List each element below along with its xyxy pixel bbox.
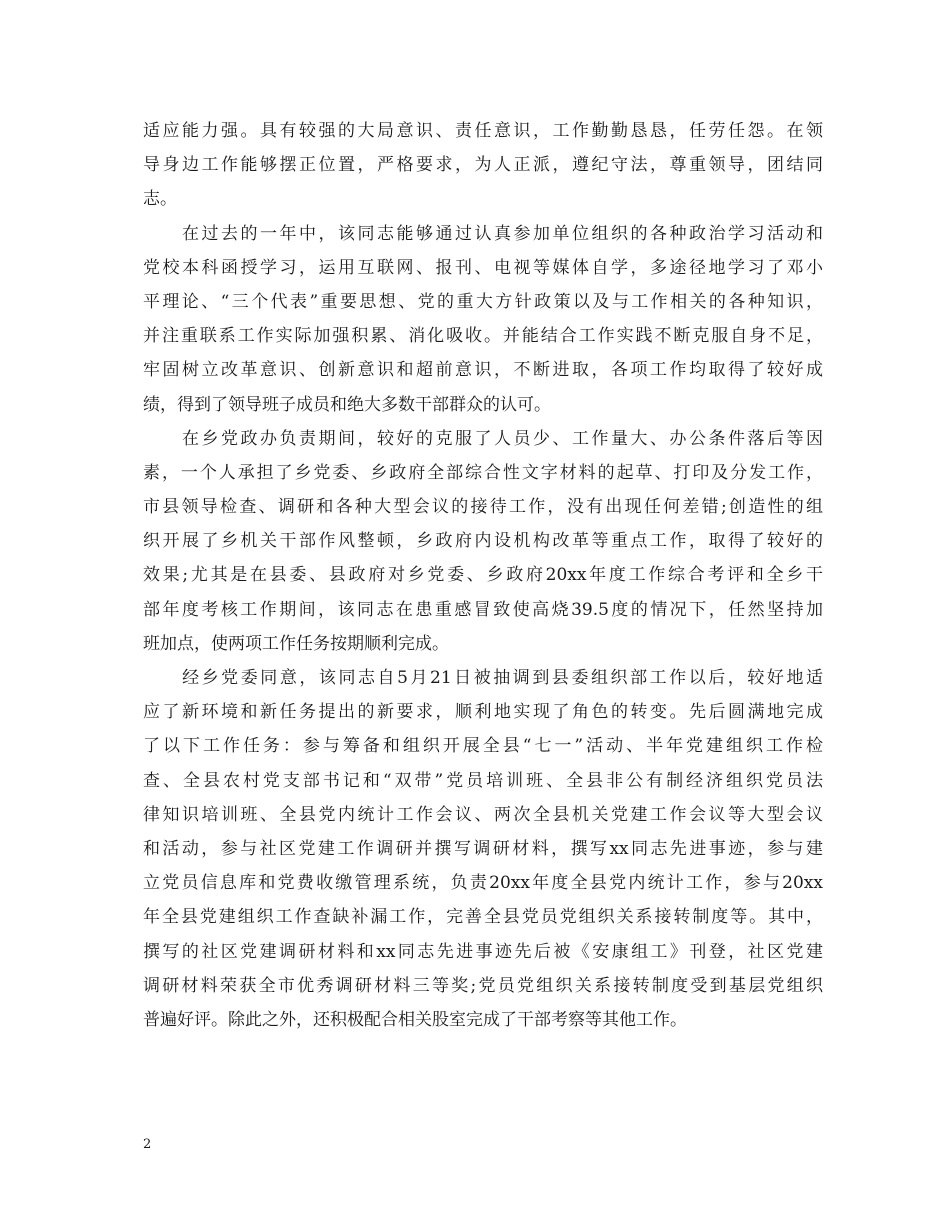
text-line: 并注重联系工作实际加强积累、消化吸收。并能结合工作实践不断克服自身不足， bbox=[143, 326, 823, 347]
page-number: 2 bbox=[143, 1137, 152, 1152]
text-line: 平理论、“三个代表”重要思想、党的重大方针政策以及与工作相关的各种知识， bbox=[143, 291, 823, 312]
text-line: 查、全县农村党支部书记和“双带”党员培训班、全县非公有制经济组织党员法 bbox=[143, 770, 823, 791]
text-line: 经乡党委同意，该同志自5月21日被抽调到县委组织部工作以后，较好地适 bbox=[143, 668, 823, 688]
text-line: 部年度考核工作期间，该同志在患重感冒致使高烧39.5度的情况下，任然坚持加 bbox=[143, 599, 823, 620]
document-body bbox=[143, 114, 823, 1037]
text-line: 应了新环境和新任务提出的新要求，顺利地实现了角色的转变。先后圆满地完成 bbox=[143, 702, 823, 723]
text-line: 调研材料荣获全市优秀调研材料三等奖;党员党组织关系接转制度受到基层党组织 bbox=[143, 975, 823, 996]
text-line: 立党员信息库和党费收缴管理系统，负责20xx年度全县党内统计工作，参与20xx bbox=[143, 873, 823, 894]
text-line: 在乡党政办负责期间，较好的克服了人员少、工作量大、办公条件落后等因 bbox=[143, 428, 823, 449]
text-line: 牢固树立改革意识、创新意识和超前意识，不断进取，各项工作均取得了较好成 bbox=[143, 360, 823, 381]
text-line: 适应能力强。具有较强的大局意识、责任意识，工作勤勤恳恳，任劳任怨。在领 bbox=[143, 121, 823, 141]
text-line: 撰写的社区党建调研材料和xx同志先进事迹先后被《安康组工》刊登，社区党建 bbox=[143, 941, 823, 962]
text-line: 在过去的一年中，该同志能够通过认真参加单位组织的各种政治学习活动和 bbox=[143, 223, 823, 244]
text-line: 律知识培训班、全县党内统计工作会议、两次全县机关党建工作会议等大型会议 bbox=[143, 804, 823, 825]
text-line: 和活动，参与社区党建工作调研并撰写调研材料，撰写xx同志先进事迹，参与建 bbox=[143, 838, 823, 859]
text-line: 效果;尤其是在县委、县政府对乡党委、乡政府20xx年度工作综合考评和全乡干 bbox=[143, 565, 823, 586]
text-line: 年全县党建组织工作查缺补漏工作，完善全县党员党组织关系接转制度等。其中， bbox=[143, 907, 823, 928]
text-line: 党校本科函授学习，运用互联网、报刊、电视等媒体自学，多途径地学习了邓小 bbox=[143, 257, 823, 278]
text-line: 志。 bbox=[143, 189, 177, 210]
text-line: 导身边工作能够摆正位置，严格要求，为人正派，遵纪守法，尊重领导，团结同 bbox=[143, 155, 823, 176]
text-line: 班加点，使两项工作任务按期顺利完成。 bbox=[143, 633, 449, 654]
text-line: 绩，得到了领导班子成员和绝大多数干部群众的认可。 bbox=[143, 394, 551, 415]
text-line: 织开展了乡机关干部作风整顿，乡政府内设机构改革等重点工作，取得了较好的 bbox=[143, 531, 823, 552]
text-line: 普遍好评。除此之外，还积极配合相关股室完成了干部考察等其他工作。 bbox=[143, 1009, 687, 1030]
text-line: 素，一个人承担了乡党委、乡政府全部综合性文字材料的起草、打印及分发工作， bbox=[143, 462, 823, 483]
text-line: 市县领导检查、调研和各种大型会议的接待工作，没有出现任何差错;创造性的组 bbox=[143, 497, 823, 518]
text-line: 了以下工作任务：参与筹备和组织开展全县“七一”活动、半年党建组织工作检 bbox=[143, 736, 823, 757]
